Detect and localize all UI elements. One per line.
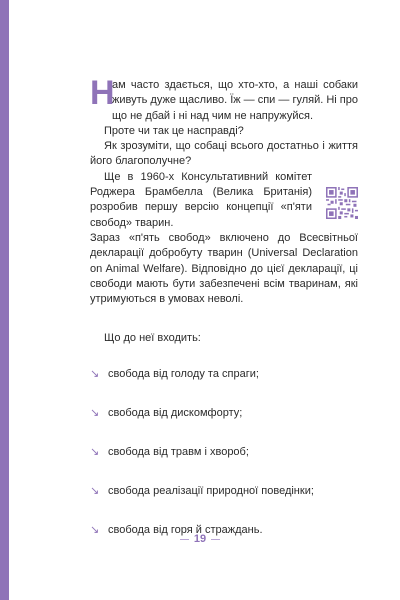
page-content [90, 74, 358, 562]
freedom-text: свобода від дискомфорту; [108, 406, 243, 419]
paragraph-declaration: Зараз «п'ять свобод» включено до Всесвітньої декларації добробуту тварин (Universal Declaration on Animal Welfare). Відповідно до цієї декларації, ці свободи мають бути забезпечені всім тваринам, які утримуються в умовах неволі. [90, 231, 358, 306]
arrow-down-right-icon: ↘ [90, 484, 100, 497]
left-accent-bar [0, 0, 9, 600]
list-intro: Що до неї входить: [104, 332, 201, 345]
qr-code-icon[interactable] [326, 187, 358, 219]
paragraph-brambell: Ще в 1960-х Консультативний комітет Роджера Брамбелла (Велика Британія) розробив першу версію концепції «п'яти свобод» тварин. [90, 170, 312, 229]
first-paragraph-text: ам часто здається, що хто-хто, а наші собаки живуть дуже щасливо. Їж — спи — гуляй. Ні про що не дбай і ні над чим не напружуйся. [112, 79, 358, 122]
freedoms-list [90, 367, 358, 538]
page-number: 19 [193, 533, 207, 545]
drop-cap: Н [90, 74, 115, 112]
list-item [90, 367, 358, 382]
list-item [90, 445, 358, 460]
freedom-text: свобода реалізації природної поведінки; [108, 484, 314, 497]
left-dash-divider [180, 539, 189, 540]
list-item [90, 484, 358, 499]
arrow-down-right-icon: ↘ [90, 367, 100, 380]
arrow-down-right-icon: ↘ [90, 406, 100, 419]
paragraph-question: Проте чи так це насправді? [104, 124, 244, 137]
page-number-footer [0, 533, 400, 545]
arrow-down-right-icon: ↘ [90, 523, 100, 536]
freedom-text: свобода від голоду та спраги; [108, 367, 259, 380]
right-dash-divider [211, 539, 220, 540]
first-paragraph [90, 74, 358, 124]
arrow-down-right-icon: ↘ [90, 445, 100, 458]
list-item [90, 406, 358, 421]
freedom-text: свобода від горя й страждань. [108, 523, 263, 536]
freedom-text: свобода від травм і хвороб; [108, 445, 249, 458]
brambell-paragraph [90, 170, 358, 231]
paragraph-how-to-understand: Як зрозуміти, що собаці всього достатньо і життя його благополучне? [90, 140, 358, 168]
